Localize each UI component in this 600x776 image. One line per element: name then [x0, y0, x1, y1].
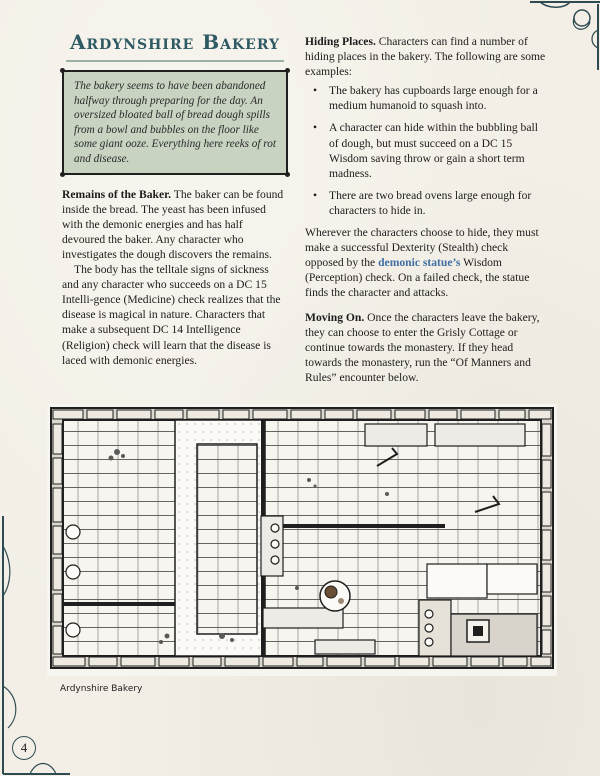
list-item [305, 120, 547, 180]
map-oven [451, 614, 537, 656]
map-counter [419, 600, 451, 656]
hiding-after-text-2: Wisdom (Perception) check. On a failed check, the statue finds the character and attacks. [305, 256, 530, 300]
map-table [427, 564, 487, 598]
section-title: Ardynshire Bakery [69, 30, 281, 54]
moving-on-heading: Moving On. [305, 310, 365, 324]
map-bench [315, 640, 375, 654]
moving-on-paragraph [305, 310, 547, 385]
read-aloud-box [62, 70, 288, 175]
demonic-statue-link[interactable]: demonic statue’s [378, 256, 461, 270]
bullet-icon: • [313, 121, 318, 135]
map-wall-divider [63, 602, 175, 606]
bullet-icon: • [313, 84, 318, 98]
map-table [487, 564, 537, 594]
list-item-text: There are two bread ovens large enough for characters to hide in. [329, 188, 532, 217]
map-shelf [435, 424, 525, 446]
list-item [305, 83, 547, 113]
title-divider [66, 60, 284, 62]
remains-heading: Remains of the Baker. [62, 187, 172, 201]
map-inner-room [197, 444, 257, 634]
list-item [305, 188, 547, 218]
box-corner-dot [285, 68, 290, 73]
hiding-paragraph [305, 34, 547, 79]
bullet-icon: • [313, 188, 318, 202]
hiding-text: Characters can find a number of hiding places in the bakery. The following are some examples: [305, 35, 546, 79]
map-oven-fire [473, 626, 483, 636]
right-column [305, 34, 547, 385]
map-wall-divider [265, 524, 445, 528]
remains-paragraph [62, 187, 288, 262]
box-corner-dot [285, 172, 290, 177]
list-item-text: A character can hide within the bubbling ball of dough, but must succeed on a DC 15 Wisdom saving throw or gain a short term madness. [329, 121, 538, 180]
remains-text: The baker can be found inside the bread. The yeast has been infused with the demonic energies and has half devoured the baker. Any character who investigates the dough discovers the remains. [62, 187, 284, 261]
left-column [62, 28, 288, 368]
remains-paragraph-2: The body has the telltale signs of sickness and any character who succeeds on a DC 15 Intelli-gence (Medicine) check realizes that the disease is magical in nature. Characters that make a subsequent DC 14 Intelligence (Religion) check will learn that the disease is laced with demonic energies. [62, 263, 281, 367]
box-corner-dot [60, 172, 65, 177]
map-dough-ball [320, 581, 350, 611]
hiding-after-paragraph [305, 225, 547, 300]
read-aloud-text: The bakery seems to have been abandoned halfway through preparing for the day. An oversized bloated ball of bread dough spills from a bowl and bubbles on the floor like some giant ooze. Everything here reeks of rot and disease. [74, 80, 276, 165]
bakery-map [47, 404, 557, 676]
hiding-after-text-1: Wherever the characters choose to hide, they must make a successful Dexterity (Stealth) check opposed by the [305, 226, 539, 270]
list-item-text: The bakery has cupboards large enough for a medium humanoid to squash into. [329, 84, 538, 113]
map-shelf [365, 424, 427, 446]
map-caption: Ardynshire Bakery [60, 684, 143, 694]
moving-on-text: Once the characters leave the bakery, they can choose to enter the Grisly Cottage or continue towards the monastery. If they head towards the monastery, run the “Of Manners and Rules” encounter below. [305, 310, 540, 384]
box-corner-dot [60, 68, 65, 73]
page-number: 4 [12, 736, 36, 760]
hiding-list [305, 83, 547, 218]
hiding-heading: Hiding Places. [305, 35, 376, 48]
